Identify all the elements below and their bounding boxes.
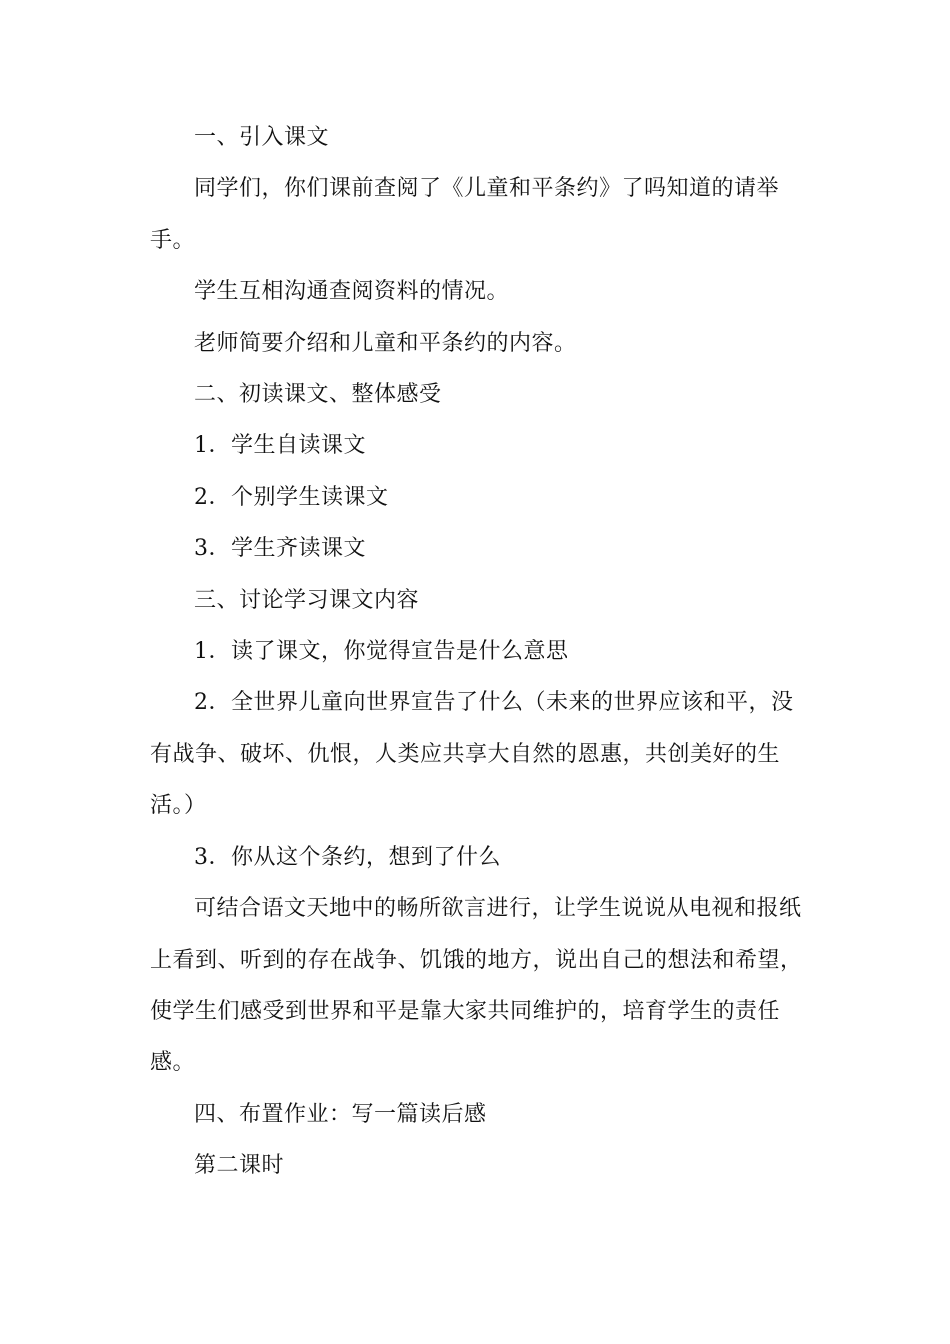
section-heading-introduce: 一、引入课文 (194, 125, 330, 150)
section-heading-first-reading: 二、初读课文、整体感受 (194, 382, 442, 408)
paragraph-discussion-guide: 可结合语文天地中的畅所欲言进行，让学生说说从电视和报纸上看到、听到的存在战争、饥饿的地方，说出自己的想法和希望，使学生们感受到世界和平是靠大家共同维护的，培育学生的责任感。 (150, 896, 803, 1076)
document-page (150, 112, 806, 1192)
list-item-individual-read: 2．个别学生读课文 (194, 484, 389, 510)
paragraph-question: 同学们，你们课前查阅了《儿童和平条约》了吗知道的请举手。 (150, 176, 780, 253)
section-heading-discussion: 三、讨论学习课文内容 (194, 587, 420, 613)
list-item-group-read: 3．学生齐读课文 (194, 536, 366, 562)
section-heading-homework: 四、布置作业：写一篇读后感 (194, 1101, 487, 1127)
paragraph-exchange: 学生互相沟通查阅资料的情况。 (194, 279, 510, 305)
section-heading-second-lesson: 第二课时 (194, 1153, 285, 1179)
list-item-reflection: 3．你从这个条约，想到了什么 (194, 844, 501, 870)
list-item-meaning: 1．读了课文，你觉得宣告是什么意思 (194, 639, 569, 665)
paragraph-teacher-intro: 老师简要介绍和儿童和平条约的内容。 (194, 330, 577, 356)
list-item-declaration: 2．全世界儿童向世界宣告了什么（未来的世界应该和平，没有战争、破坏、仇恨，人类应共享大自然的恩惠，共创美好的生活。） (150, 690, 794, 819)
list-item-self-read: 1．学生自读课文 (194, 433, 366, 459)
